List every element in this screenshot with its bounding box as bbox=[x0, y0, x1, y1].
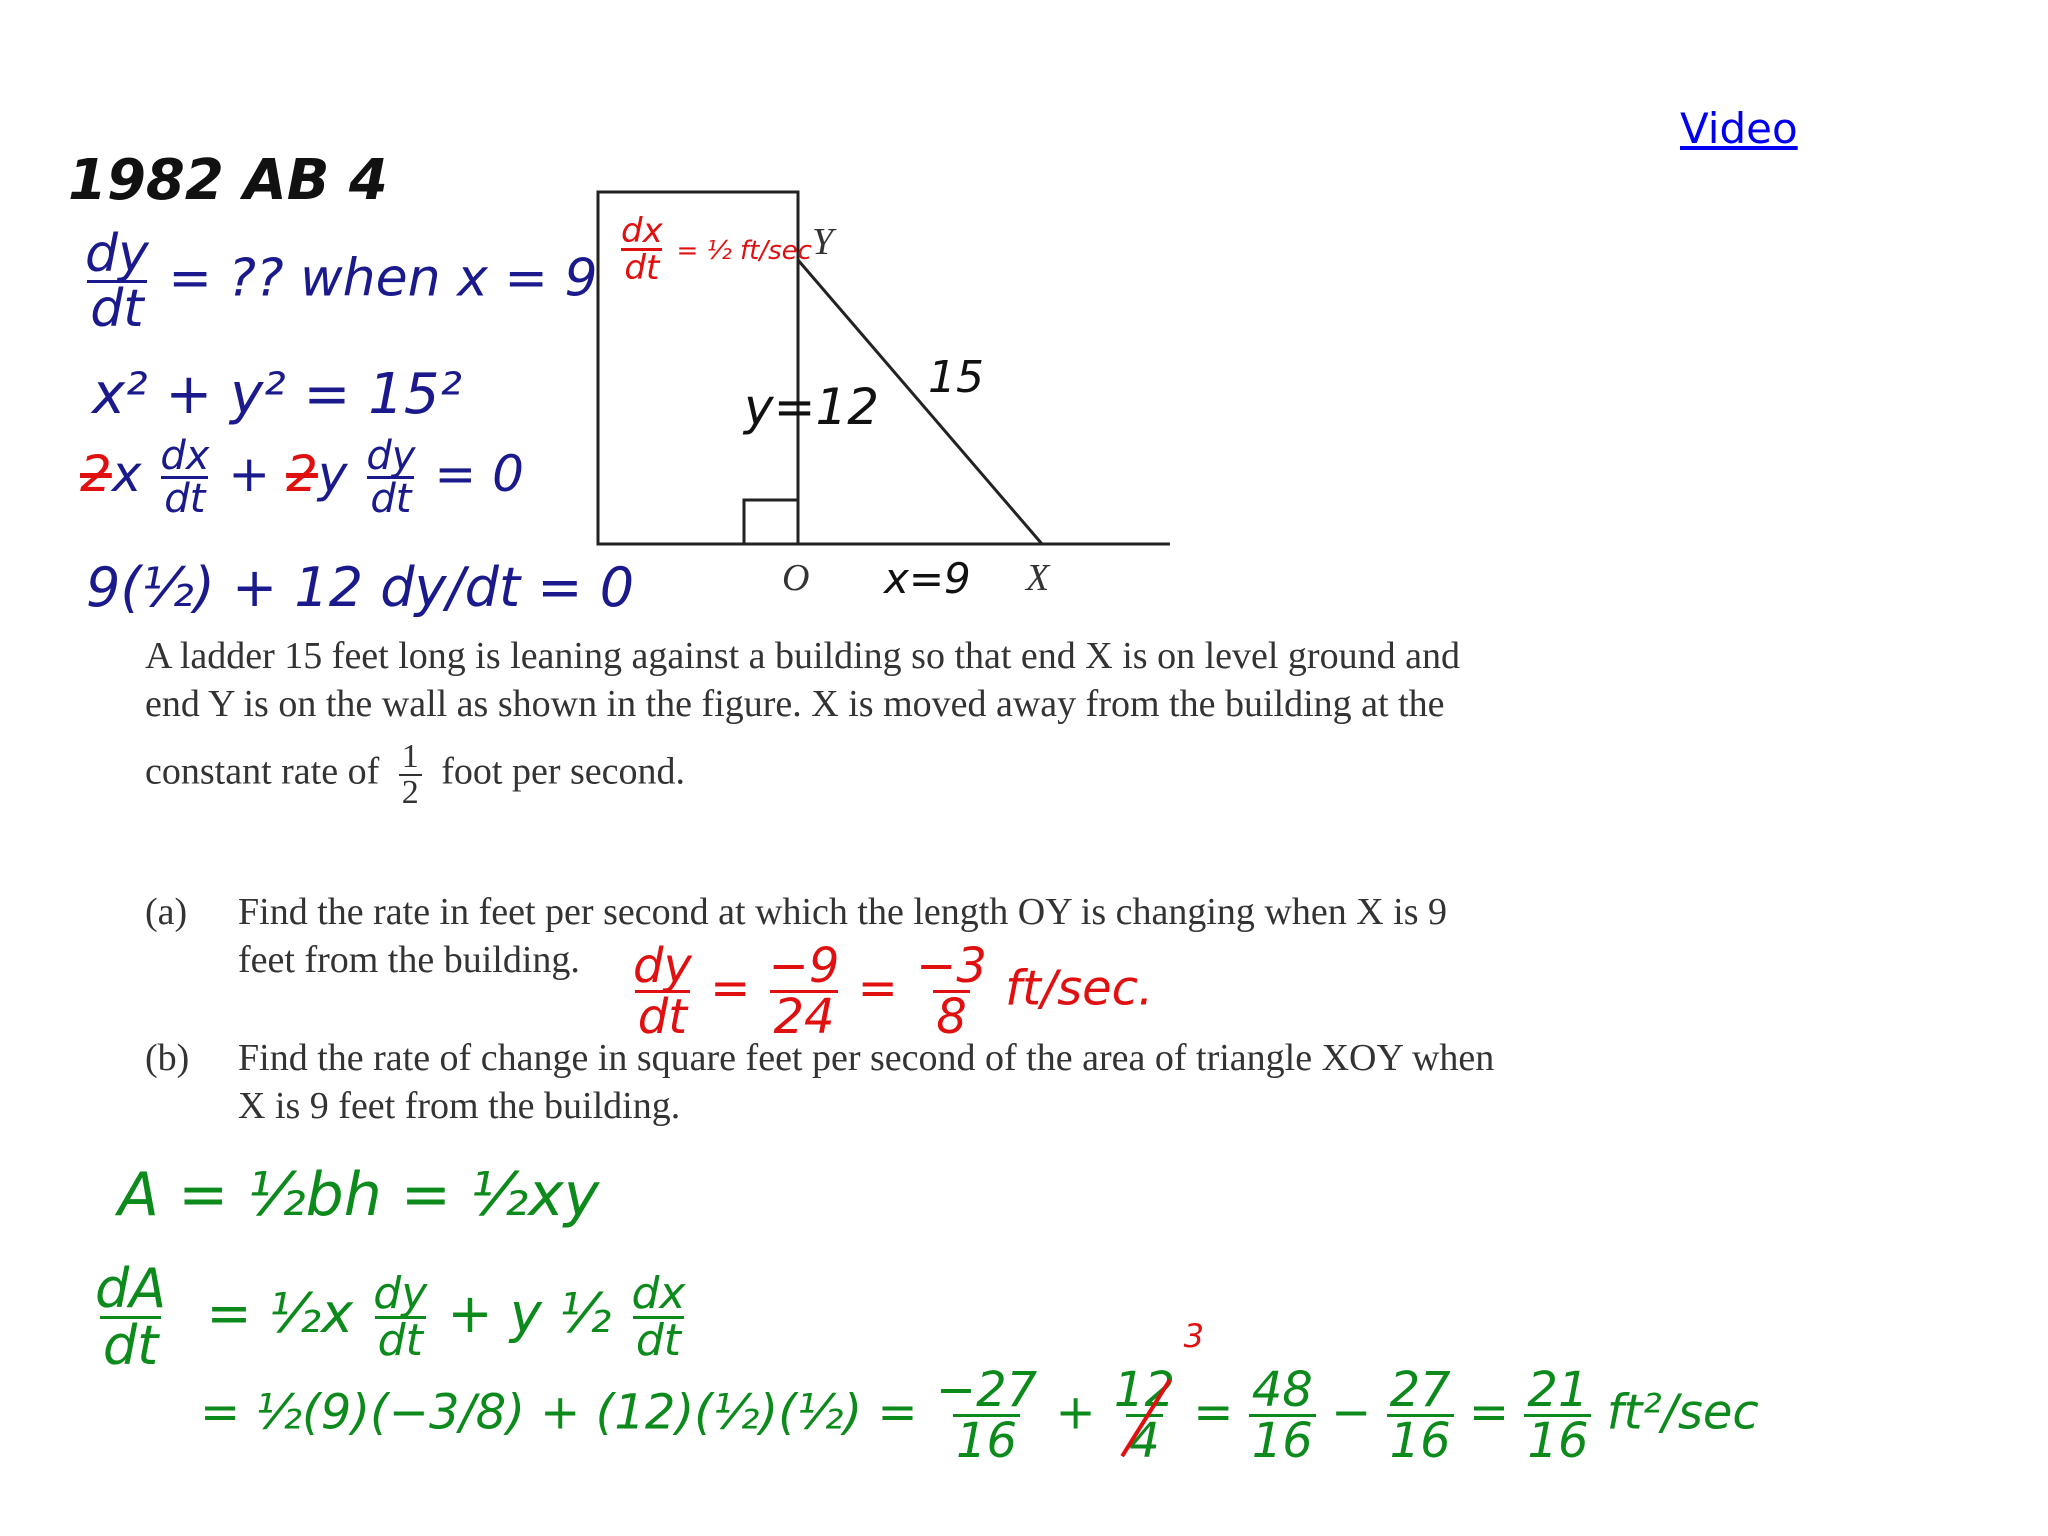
area-derivative-rhs: = ½x bbox=[206, 1282, 354, 1346]
answer-a-den: dt bbox=[635, 990, 690, 1041]
result-plus: + bbox=[1055, 1384, 1096, 1441]
problem-line-1: A ladder 15 feet long is leaning against a building so that end X is on level ground and bbox=[145, 635, 1460, 677]
result-1-num: −27 bbox=[935, 1362, 1038, 1418]
ladder-length-label: 15 bbox=[928, 352, 984, 403]
goal-rest: = ?? when x = 9 bbox=[168, 248, 598, 309]
line3-start: constant rate of bbox=[145, 750, 380, 793]
area-derivative-t2-den: dt bbox=[633, 1316, 684, 1363]
goal-statement bbox=[82, 224, 598, 339]
wall-rate-num: dx bbox=[621, 211, 663, 251]
eq2-frac2-den: dt bbox=[367, 476, 414, 519]
result-eq: = bbox=[1193, 1384, 1234, 1441]
figure-label-y: Y bbox=[812, 221, 834, 263]
video-link[interactable]: Video bbox=[1680, 104, 1798, 153]
result-minus: − bbox=[1331, 1384, 1372, 1441]
part-b-line-1: Find the rate of change in square feet per second of the area of triangle XOY when bbox=[238, 1037, 1495, 1079]
struck-coefficient-b: 2 bbox=[286, 445, 318, 503]
answer-a-f1-den: 24 bbox=[770, 990, 837, 1041]
eq2-frac1-den: dt bbox=[161, 476, 208, 519]
answer-a-eq1: = bbox=[710, 960, 751, 1017]
figure-label-x: X bbox=[1026, 557, 1050, 599]
goal-fraction-den: dt bbox=[87, 280, 146, 335]
answer-a-f2-den: 8 bbox=[933, 990, 970, 1041]
wall-rate-note bbox=[618, 211, 812, 288]
result-2-den: 4 bbox=[1126, 1414, 1163, 1465]
area-derivative bbox=[92, 1257, 688, 1377]
answer-a bbox=[630, 938, 1154, 1045]
wall-rate-value: = ½ ft/sec bbox=[676, 236, 812, 266]
part-a-line-2: feet from the building. bbox=[238, 939, 580, 981]
line3-end: foot per second. bbox=[441, 750, 685, 793]
eq2-y: y bbox=[317, 445, 348, 503]
right-angle-marker bbox=[744, 500, 798, 544]
part-a-label: (a) bbox=[145, 891, 188, 933]
eq2-x: x bbox=[111, 445, 142, 503]
wall-rate-den: dt bbox=[621, 248, 662, 285]
result-4-num: 27 bbox=[1389, 1362, 1451, 1418]
area-derivative-lhs-num: dA bbox=[95, 1257, 167, 1320]
struck-coefficient-a: 2 bbox=[80, 445, 112, 503]
figure-label-o: O bbox=[782, 557, 810, 599]
result-4-den: 16 bbox=[1387, 1414, 1454, 1465]
answer-a-f1-num: −9 bbox=[768, 938, 840, 994]
result-3-den: 16 bbox=[1249, 1414, 1316, 1465]
problem-line-2: end Y is on the wall as shown in the figure. X is moved away from the building at the bbox=[145, 683, 1445, 725]
area-formula: A = ½bh = ½xy bbox=[118, 1160, 600, 1230]
y-value-label: y=12 bbox=[744, 378, 880, 436]
result-eq2: = bbox=[1468, 1384, 1510, 1441]
result-1-den: 16 bbox=[953, 1414, 1020, 1465]
eq2-rest: = 0 bbox=[434, 445, 524, 503]
answer-a-f2-num: −3 bbox=[916, 938, 987, 994]
part-b-line-2: X is 9 feet from the building. bbox=[238, 1085, 681, 1127]
area-derivative-plus: + y ½ bbox=[447, 1282, 612, 1346]
cancel-note: 3 bbox=[1183, 1317, 1204, 1355]
part-b-label: (b) bbox=[145, 1037, 190, 1079]
area-substitution-start: = ½(9)(−3/8) + (12)(½)(½) = bbox=[200, 1384, 918, 1441]
result-5-den: 16 bbox=[1524, 1414, 1591, 1465]
result-2-num: 12 bbox=[1113, 1362, 1175, 1418]
eq2-frac2-num: dy bbox=[366, 433, 416, 479]
differentiated-equation bbox=[80, 433, 524, 522]
problem-line-3 bbox=[145, 740, 685, 810]
area-derivative-t2-num: dx bbox=[631, 1268, 686, 1319]
pythagorean-equation: x² + y² = 15² bbox=[92, 362, 462, 427]
eq2-plus: + bbox=[228, 445, 271, 503]
substituted-equation: 9(¹⁄₂) + 12 dy/dt = 0 bbox=[86, 556, 635, 619]
answer-a-unit: ft/sec. bbox=[1005, 960, 1154, 1017]
answer-a-eq2: = bbox=[857, 960, 898, 1017]
rate-num: 1 bbox=[401, 738, 419, 775]
answer-a-num: dy bbox=[633, 938, 692, 994]
area-derivative-lhs-den: dt bbox=[100, 1316, 161, 1373]
problem-id-title: 1982 AB 4 bbox=[68, 148, 388, 213]
result-5-num: 21 bbox=[1527, 1362, 1589, 1418]
result-unit: ft²/sec bbox=[1606, 1384, 1759, 1441]
eq2-frac1-num: dx bbox=[160, 433, 210, 479]
rate-den: 2 bbox=[399, 774, 422, 810]
result-3-num: 48 bbox=[1251, 1362, 1313, 1418]
part-a-line-1: Find the rate in feet per second at which the length OY is changing when X is 9 bbox=[238, 891, 1448, 933]
x-value-label: x=9 bbox=[884, 554, 971, 603]
goal-fraction-num: dy bbox=[85, 224, 149, 284]
area-derivative-t1-den: dt bbox=[375, 1316, 426, 1363]
area-derivative-t1-num: dy bbox=[373, 1268, 428, 1319]
